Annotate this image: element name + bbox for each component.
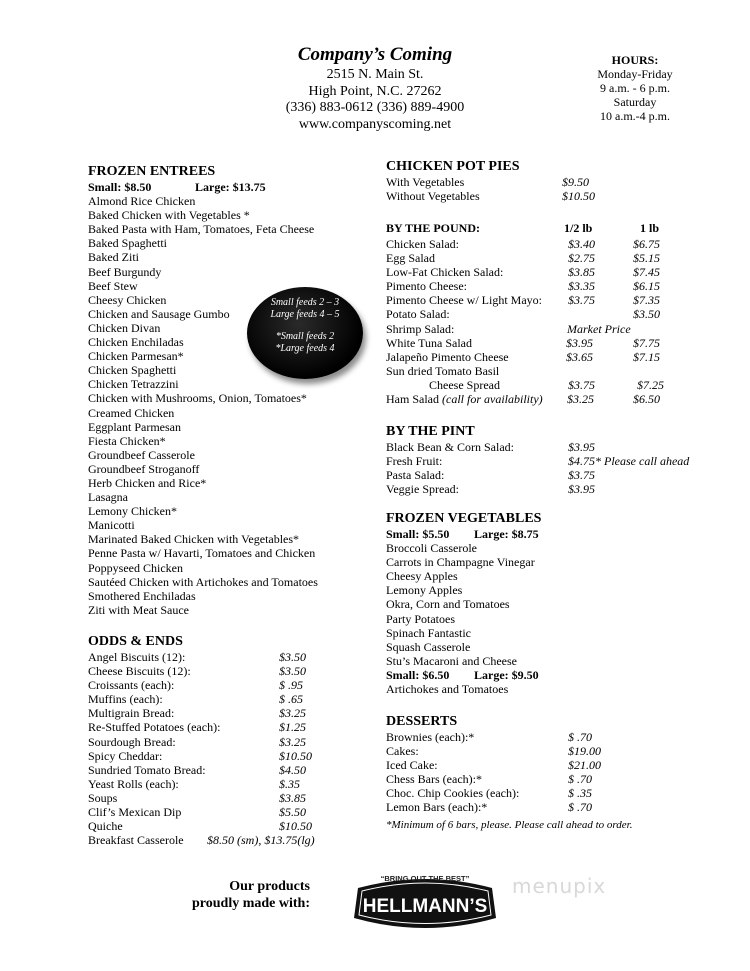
item-name: Pimento Cheese w/ Light Mayo: bbox=[386, 293, 542, 308]
item-name: Carrots in Champagne Vinegar bbox=[386, 555, 535, 570]
logo-tagline: “BRING OUT THE BEST” bbox=[380, 874, 470, 883]
item-price-full: $6.75 bbox=[633, 237, 660, 251]
list-item bbox=[386, 237, 696, 251]
list-item bbox=[88, 504, 308, 518]
item-name: Baked Spaghetti bbox=[88, 236, 167, 251]
hours-block bbox=[580, 53, 690, 123]
item-price: $10.50 bbox=[562, 189, 595, 204]
list-item bbox=[88, 490, 308, 504]
item-name: Iced Cake: bbox=[386, 758, 438, 773]
list-item bbox=[88, 194, 308, 208]
list-item bbox=[386, 682, 686, 696]
item-name: Party Potatoes bbox=[386, 611, 455, 626]
veg-list bbox=[386, 541, 686, 668]
item-price-half: $3.25 bbox=[567, 392, 594, 407]
list-item bbox=[88, 805, 338, 819]
list-item bbox=[88, 236, 308, 250]
hellmanns-logo bbox=[350, 872, 500, 938]
item-name: Jalapeño Pimento Cheese bbox=[386, 349, 509, 364]
item-name: Manicotti bbox=[88, 518, 135, 533]
size-prices bbox=[386, 527, 686, 541]
item-name: Choc. Chip Cookies (each): bbox=[386, 786, 520, 801]
list-item bbox=[386, 175, 686, 189]
list-item bbox=[386, 265, 696, 279]
ham-note: (call for availability) bbox=[442, 392, 543, 407]
dessert-list bbox=[386, 730, 686, 815]
list-item bbox=[88, 720, 338, 734]
item-price: $ .95 bbox=[279, 678, 303, 693]
small-price: Small: $5.50 bbox=[386, 527, 450, 541]
item-name: Broccoli Casserole bbox=[386, 541, 477, 556]
item-name: Re-Stuffed Potatoes (each): bbox=[88, 720, 221, 735]
item-name: Veggie Spread: bbox=[386, 482, 459, 497]
item-price: $5.50 bbox=[279, 805, 306, 820]
item-price: $8.50 (sm), $13.75(lg) bbox=[207, 833, 315, 848]
item-name: Brownies (each):* bbox=[386, 730, 475, 744]
item-name: Poppyseed Chicken bbox=[88, 560, 183, 575]
item-price-full: $7.15 bbox=[633, 349, 660, 364]
item-name: Marinated Baked Chicken with Vegetables* bbox=[88, 532, 300, 547]
list-item bbox=[386, 392, 696, 406]
item-name: Baked Ziti bbox=[88, 250, 139, 265]
list-item bbox=[88, 749, 338, 763]
item-name: With Vegetables bbox=[386, 175, 465, 189]
item-name: Chicken and Sausage Gumbo bbox=[88, 306, 230, 321]
item-name: Breakfast Casserole bbox=[88, 833, 184, 848]
item-name: Pasta Salad: bbox=[386, 468, 445, 483]
website: www.companyscoming.net bbox=[298, 116, 452, 132]
list-item bbox=[386, 730, 686, 744]
col-one-lb: 1 lb bbox=[640, 221, 660, 235]
item-name: Squash Casserole bbox=[386, 639, 471, 654]
item-name: Penne Pasta w/ Havarti, Tomatoes and Chicken bbox=[88, 546, 316, 561]
list-item bbox=[386, 482, 716, 496]
list-item bbox=[386, 744, 686, 758]
list-item bbox=[88, 448, 308, 462]
section-title: BY THE POUND: bbox=[386, 221, 481, 235]
list-item bbox=[386, 364, 696, 378]
item-price-half: $3.65 bbox=[566, 349, 593, 364]
footer-line: proudly made with: bbox=[192, 895, 310, 911]
item-name: Groundbeef Casserole bbox=[88, 447, 195, 462]
pound-list bbox=[386, 336, 696, 364]
item-price-half: $3.75 bbox=[568, 377, 595, 392]
list-item bbox=[88, 603, 308, 617]
item-name: Croissants (each): bbox=[88, 678, 175, 693]
item-name: Beef Stew bbox=[88, 278, 138, 293]
item-name: Cheesy Chicken bbox=[88, 292, 167, 307]
item-name: Groundbeef Stroganoff bbox=[88, 461, 200, 476]
item-name: Lemon Bars (each):* bbox=[386, 800, 488, 815]
item-price-full: $7.35 bbox=[633, 293, 660, 308]
item-price: $1.25 bbox=[279, 720, 306, 735]
section-title: BY THE PINT bbox=[386, 424, 475, 439]
item-name bbox=[386, 392, 543, 406]
item-name: Ziti with Meat Sauce bbox=[88, 602, 189, 617]
list-item bbox=[386, 569, 686, 583]
list-item bbox=[386, 626, 686, 640]
item-name: Fresh Fruit: bbox=[386, 454, 443, 469]
entree-list bbox=[88, 194, 318, 617]
address-street: 2515 N. Main St. bbox=[326, 67, 424, 82]
list-item bbox=[386, 597, 686, 611]
footer-line: Our products bbox=[229, 879, 310, 894]
list-item bbox=[386, 378, 696, 392]
item-price: $3.25 bbox=[279, 734, 306, 749]
address-city: High Point, N.C. 27262 bbox=[308, 83, 442, 99]
small-price: Small: $8.50 bbox=[88, 180, 152, 194]
list-item bbox=[88, 819, 338, 833]
badge-line: *Small feeds 2 bbox=[275, 331, 335, 342]
item-name: Quiche bbox=[88, 819, 123, 834]
badge-line: *Large feeds 4 bbox=[275, 343, 335, 354]
item-name: Beef Burgundy bbox=[88, 264, 162, 279]
item-name: Cakes: bbox=[386, 744, 419, 759]
list-item bbox=[386, 454, 716, 468]
item-price: $ .70 bbox=[568, 730, 592, 744]
section-title: CHICKEN POT PIES bbox=[386, 159, 520, 174]
section-title: FROZEN VEGETABLES bbox=[386, 511, 542, 526]
item-name: Low-Fat Chicken Salad: bbox=[386, 265, 504, 280]
item-price: $9.50 bbox=[562, 175, 589, 189]
list-item bbox=[88, 650, 338, 664]
item-price: $19.00 bbox=[568, 744, 601, 759]
list-item bbox=[386, 583, 686, 597]
item-price: Market Price bbox=[567, 321, 631, 336]
item-name: Chicken Spaghetti bbox=[88, 363, 177, 378]
list-item bbox=[88, 265, 308, 279]
list-item bbox=[386, 189, 686, 203]
item-price: $3.25 bbox=[279, 706, 306, 721]
hours-line: 10 a.m.-4 p.m. bbox=[600, 109, 670, 123]
item-price: $ .65 bbox=[279, 692, 303, 707]
list-item bbox=[88, 664, 338, 678]
phone-numbers: (336) 883-0612 (336) 889-4900 bbox=[285, 100, 465, 115]
odds-ends-section bbox=[88, 634, 338, 847]
item-price: $21.00 bbox=[568, 758, 601, 773]
hours-label: HOURS: bbox=[611, 53, 659, 67]
item-price: $4.50 bbox=[279, 762, 306, 777]
size-prices bbox=[386, 668, 686, 682]
pint-list bbox=[386, 440, 716, 496]
list-item bbox=[386, 350, 696, 364]
list-item bbox=[386, 336, 696, 350]
item-price-half: $3.35 bbox=[568, 279, 595, 294]
pot-pies-section bbox=[386, 159, 686, 203]
item-name: Angel Biscuits (12): bbox=[88, 650, 186, 664]
list-item bbox=[88, 434, 308, 448]
item-price: $10.50 bbox=[279, 748, 312, 763]
item-name: Fiesta Chicken* bbox=[88, 433, 166, 448]
list-item bbox=[386, 468, 716, 482]
list-item bbox=[88, 476, 308, 490]
item-name: Shrimp Salad: bbox=[386, 321, 455, 336]
list-item bbox=[88, 791, 338, 805]
item-price: $3.75 bbox=[568, 468, 595, 483]
section-title: ODDS & ENDS bbox=[88, 634, 183, 649]
list-item bbox=[386, 541, 686, 555]
footer-text bbox=[170, 879, 310, 912]
item-name: Sourdough Bread: bbox=[88, 734, 176, 749]
list-item bbox=[386, 307, 696, 321]
restaurant-name: Company’s Coming bbox=[297, 44, 453, 65]
item-name: Baked Pasta with Ham, Tomatoes, Feta Cheese bbox=[88, 222, 315, 237]
item-price: $4.75* Please call ahead bbox=[568, 454, 690, 469]
list-item bbox=[386, 758, 686, 772]
item-price-full: $3.50 bbox=[633, 307, 660, 322]
list-item bbox=[88, 777, 338, 791]
item-name: Spicy Cheddar: bbox=[88, 748, 163, 763]
item-price-half: $3.85 bbox=[568, 265, 595, 280]
item-price-full: $7.45 bbox=[633, 265, 660, 280]
size-prices bbox=[88, 180, 308, 194]
item-price-full: $6.50 bbox=[633, 392, 660, 407]
list-item bbox=[88, 208, 308, 222]
item-name: Muffins (each): bbox=[88, 692, 163, 707]
list-item bbox=[88, 678, 338, 692]
item-name: Chicken Divan bbox=[88, 320, 161, 335]
item-price: $3.50 bbox=[279, 650, 306, 664]
item-name: Soups bbox=[88, 790, 118, 805]
list-item bbox=[88, 406, 308, 420]
list-item bbox=[88, 833, 338, 847]
list-item bbox=[386, 800, 686, 814]
item-name: Yeast Rolls (each): bbox=[88, 776, 179, 791]
item-name: Chicken Parmesan* bbox=[88, 349, 184, 364]
desserts-note: *Minimum of 6 bars, please. Please call ahead to order. bbox=[386, 818, 633, 831]
item-name: Chicken Enchiladas bbox=[88, 335, 184, 350]
item-price-full: $5.15 bbox=[633, 251, 660, 266]
list-item bbox=[88, 420, 308, 434]
list-item bbox=[386, 293, 696, 307]
desserts-section bbox=[386, 714, 686, 832]
badge-line: Small feeds 2 – 3 bbox=[270, 297, 340, 308]
list-item bbox=[88, 222, 315, 237]
item-name: Creamed Chicken bbox=[88, 405, 175, 420]
item-price: $3.85 bbox=[279, 790, 306, 805]
logo-brand: HELLMANN’S bbox=[362, 896, 488, 917]
list-item bbox=[386, 322, 696, 336]
item-name: Chicken Tetrazzini bbox=[88, 377, 179, 392]
list-item bbox=[386, 772, 686, 786]
item-name: Sautéed Chicken with Artichokes and Tomatoes bbox=[88, 574, 318, 589]
odds-list bbox=[88, 650, 338, 833]
item-name: Chicken with Mushrooms, Onion, Tomatoes* bbox=[88, 391, 307, 406]
item-price: $ .70 bbox=[568, 772, 592, 787]
small-price: Small: $6.50 bbox=[386, 667, 450, 682]
item-name: Without Vegetables bbox=[386, 189, 480, 204]
item-name: Pimento Cheese: bbox=[386, 279, 467, 294]
hours-line: Saturday bbox=[613, 95, 657, 109]
list-item bbox=[88, 574, 318, 589]
list-item bbox=[88, 589, 308, 603]
ham-name: Ham Salad bbox=[386, 392, 439, 407]
item-name: Lasagna bbox=[88, 490, 128, 505]
item-price: $3.95 bbox=[568, 482, 595, 497]
section-title: DESSERTS bbox=[386, 714, 458, 729]
list-item bbox=[386, 440, 716, 454]
item-price-half: $3.95 bbox=[566, 335, 593, 350]
list-item bbox=[386, 786, 686, 800]
item-price: $ .70 bbox=[568, 800, 592, 815]
item-price-half: $3.75 bbox=[568, 293, 595, 308]
list-item bbox=[88, 735, 338, 749]
by-pint-section bbox=[386, 424, 716, 496]
hours-line: 9 a.m. - 6 p.m. bbox=[600, 81, 670, 95]
item-price-half: $2.75 bbox=[568, 251, 595, 266]
list-item bbox=[386, 640, 686, 654]
potpie-list bbox=[386, 175, 686, 203]
item-price-full: $7.25 bbox=[637, 377, 664, 392]
list-item bbox=[386, 251, 696, 265]
list-item bbox=[88, 518, 308, 532]
item-name: Lemony Apples bbox=[386, 583, 463, 598]
item-name: Spinach Fantastic bbox=[386, 625, 471, 640]
item-price: $10.50 bbox=[279, 819, 312, 834]
item-price-full: $6.15 bbox=[633, 279, 660, 294]
item-name: Cheese Spread bbox=[429, 377, 500, 392]
hours-line: Monday-Friday bbox=[597, 67, 673, 81]
item-price: $.35 bbox=[279, 776, 300, 791]
item-price-full: $7.75 bbox=[633, 335, 660, 350]
item-name: Potato Salad: bbox=[386, 307, 450, 322]
list-item bbox=[88, 763, 338, 777]
list-item bbox=[88, 391, 308, 405]
item-price: $ .35 bbox=[568, 786, 592, 801]
item-name: Sundried Tomato Bread: bbox=[88, 762, 206, 777]
item-name: Stu’s Macaroni and Cheese bbox=[386, 653, 517, 668]
item-name: Herb Chicken and Rice* bbox=[88, 475, 207, 490]
item-price: $3.95 bbox=[568, 440, 595, 454]
list-item bbox=[88, 377, 308, 391]
item-price: $3.50 bbox=[279, 664, 306, 679]
section-title: FROZEN ENTREES bbox=[88, 164, 216, 179]
frozen-veg-section bbox=[386, 511, 686, 696]
list-item bbox=[386, 612, 686, 626]
list-item bbox=[88, 250, 308, 264]
item-name: Clif’s Mexican Dip bbox=[88, 805, 182, 820]
list-item bbox=[88, 462, 308, 476]
list-item bbox=[386, 279, 696, 293]
item-name: Black Bean & Corn Salad: bbox=[386, 440, 514, 454]
item-name: Lemony Chicken* bbox=[88, 504, 177, 519]
by-pound-section bbox=[386, 221, 696, 406]
item-name: Multigrain Bread: bbox=[88, 706, 175, 721]
hellmanns-logo-icon bbox=[350, 872, 500, 938]
list-item bbox=[88, 706, 338, 720]
large-price: Large: $9.50 bbox=[474, 667, 539, 682]
pound-list bbox=[386, 237, 696, 322]
item-name: Eggplant Parmesan bbox=[88, 419, 181, 434]
item-name: Sun dried Tomato Basil bbox=[386, 363, 500, 378]
frozen-entrees-section bbox=[88, 164, 318, 617]
list-item bbox=[88, 546, 316, 561]
list-item bbox=[88, 561, 308, 575]
watermark: menupix bbox=[512, 874, 607, 898]
item-price-half: $3.40 bbox=[568, 237, 595, 251]
item-name: Chess Bars (each):* bbox=[386, 772, 482, 787]
item-name: Baked Chicken with Vegetables * bbox=[88, 208, 250, 223]
section-header bbox=[386, 221, 696, 237]
list-item bbox=[386, 555, 686, 569]
list-item bbox=[88, 692, 338, 706]
item-name: White Tuna Salad bbox=[386, 335, 472, 350]
large-price: Large: $8.75 bbox=[474, 527, 539, 541]
item-name: Smothered Enchiladas bbox=[88, 588, 196, 603]
item-name: Okra, Corn and Tomatoes bbox=[386, 597, 510, 612]
col-half-lb: 1/2 lb bbox=[564, 221, 593, 235]
item-name: Chicken Salad: bbox=[386, 237, 459, 251]
list-item bbox=[386, 654, 686, 668]
item-name: Artichokes and Tomatoes bbox=[386, 682, 509, 697]
serving-size-badge bbox=[247, 287, 363, 379]
badge-line: Large feeds 4 – 5 bbox=[270, 309, 340, 320]
item-name: Cheesy Apples bbox=[386, 569, 458, 584]
item-name: Egg Salad bbox=[386, 251, 435, 266]
large-price: Large: $13.75 bbox=[195, 180, 266, 194]
item-name: Cheese Biscuits (12): bbox=[88, 664, 191, 679]
list-item bbox=[88, 532, 308, 546]
item-name: Almond Rice Chicken bbox=[88, 194, 196, 209]
